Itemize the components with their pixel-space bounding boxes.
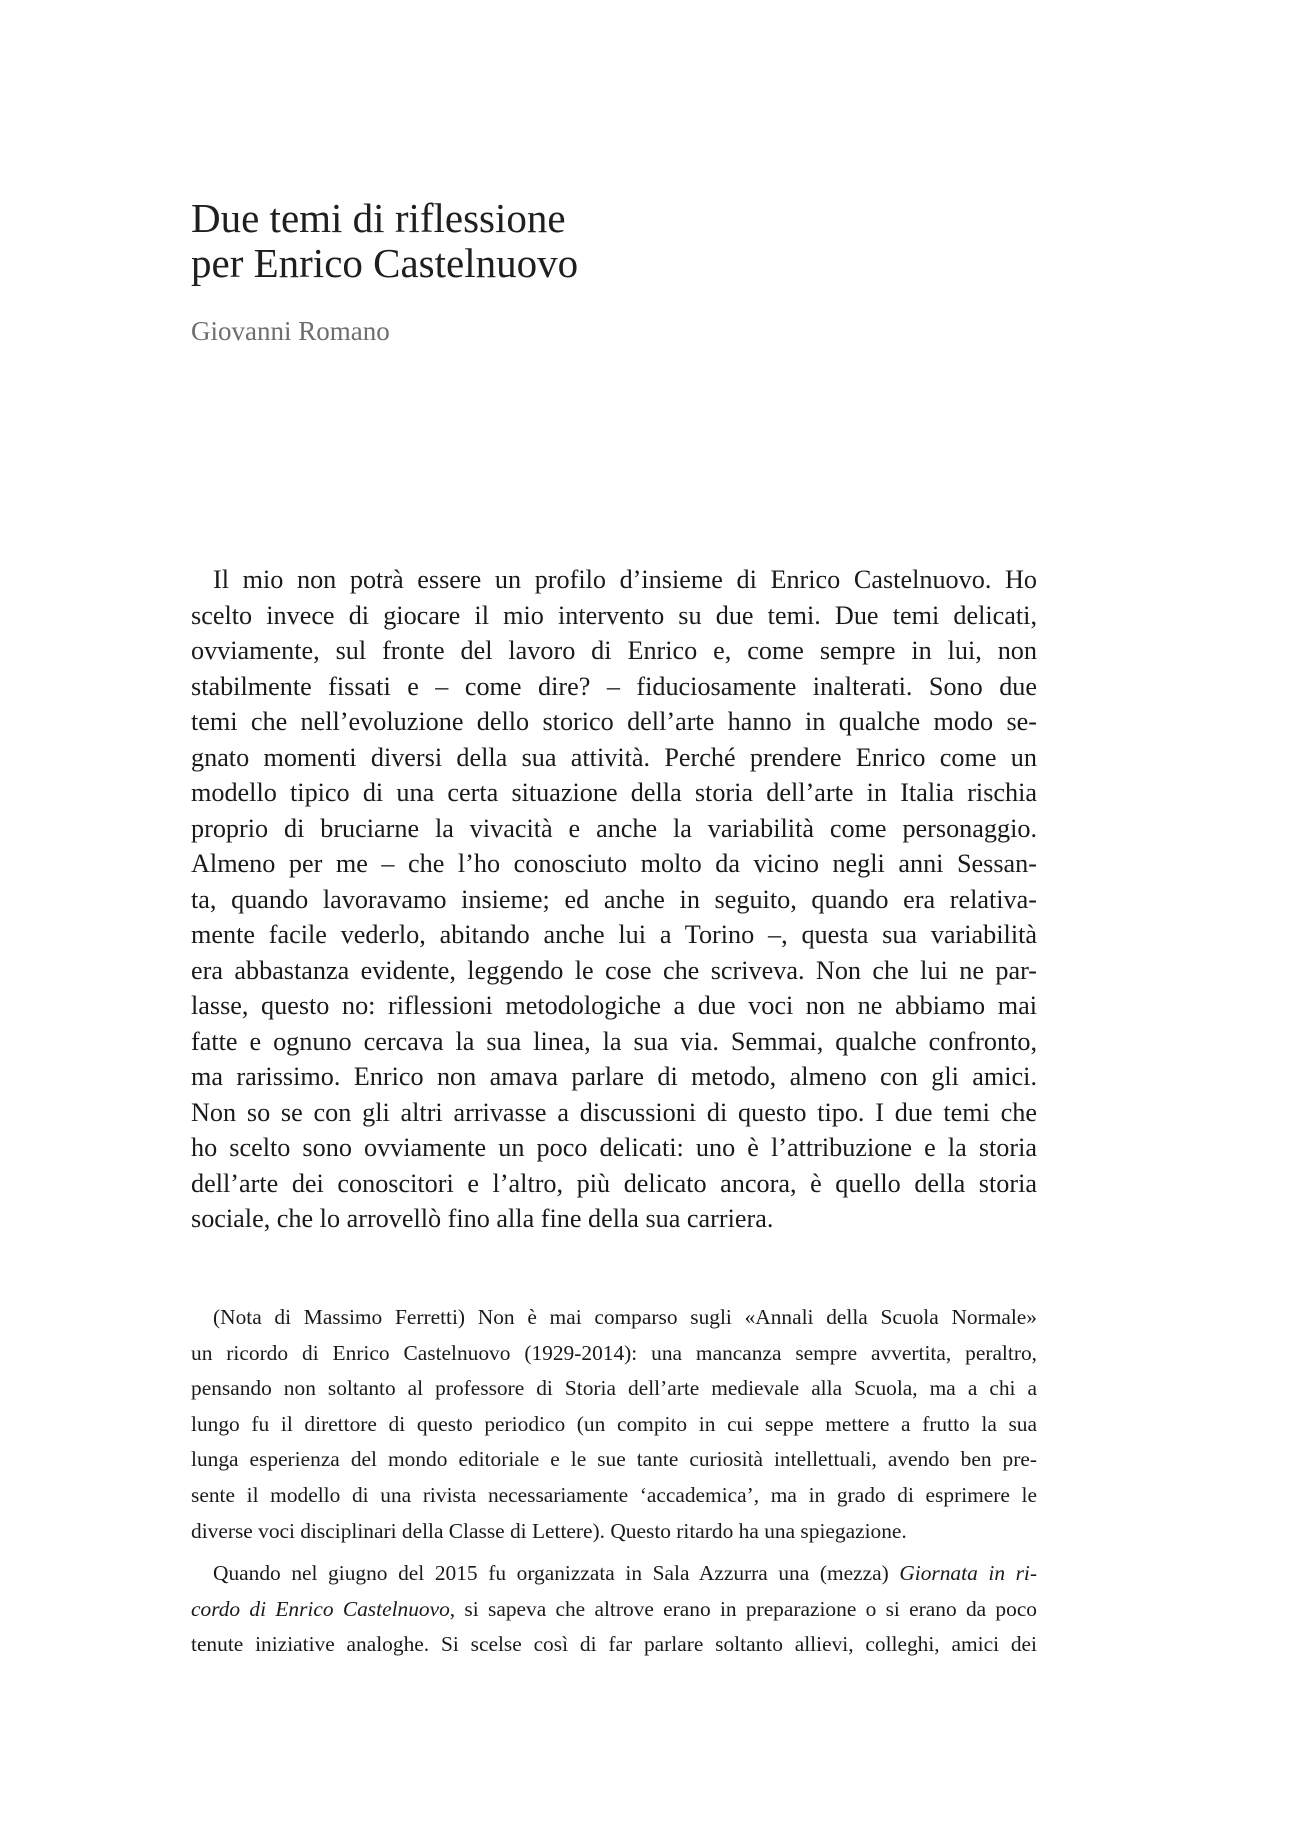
note-line: (Nota di Massimo Ferretti) Non è mai comparso sugli «Annali della Scuola Normale» (213, 1305, 1037, 1329)
note-line: lungo fu il direttore di questo periodico (un compito in cui seppe mettere a frutto la sua (191, 1411, 1037, 1436)
article-title (191, 196, 1051, 286)
article-header (191, 196, 1051, 347)
title-line-2: per Enrico Castelnuovo (191, 240, 579, 286)
note-line: diverse voci disciplinari della Classe di Lettere). Questo ritardo ha una spiegazione. (191, 1518, 907, 1543)
body-line: modello tipico di una certa situazione della storia dell’arte in Italia rischia (191, 778, 1037, 807)
note-italic-run: Giornata in ri- (899, 1561, 1038, 1586)
body-line: Non so se con gli altri arrivasse a discussioni di questo tipo. I due temi che (191, 1097, 1037, 1127)
note-italic-run: cordo di Enrico Castelnuovo (191, 1596, 450, 1621)
body-line: era abbastanza evidente, leggendo le cose che scriveva. Non che lui ne par- (191, 955, 1037, 985)
body-line: lasse, questo no: riflessioni metodologiche a due voci non ne abbiamo mai (191, 991, 1037, 1020)
note-line: pensando non soltanto al professore di Storia dell’arte medievale alla Scuola, ma a chi a (191, 1376, 1037, 1401)
body-line: mente facile vederlo, abitando anche lui a Torino –, questa sua variabilità (191, 920, 1037, 949)
body-line: proprio di bruciarne la vivacità e anche la variabilità come personaggio. (191, 813, 1037, 843)
note-line (191, 1556, 1037, 1592)
body-line: temi che nell’evoluzione dello storico dell’arte hanno in qualche modo se- (191, 707, 1037, 736)
body-line: dell’arte dei conoscitori e l’altro, più delicato ancora, è quello della storia (191, 1168, 1037, 1198)
body-paragraph (191, 562, 1037, 1237)
body-line: gnato momenti diversi della sua attività. Perché prendere Enrico come un (191, 742, 1037, 772)
note-line: un ricordo di Enrico Castelnuovo (1929-2014): una mancanza sempre avvertita, peraltro, (191, 1340, 1037, 1365)
title-line-1: Due temi di riflessione (191, 195, 566, 241)
body-line: sociale, che lo arrovellò fino alla fine della sua carriera. (191, 1204, 774, 1233)
body-line: Almeno per me – che l’ho conosciuto molto da vicino negli anni Sessan- (191, 849, 1037, 878)
body-line: Il mio non potrà essere un profilo d’insieme di Enrico Castelnuovo. Ho (213, 565, 1037, 594)
note-text-run: Quando nel giugno del 2015 fu organizzata in Sala Azzurra una (mezza) (213, 1561, 900, 1586)
body-line: ho scelto sono ovviamente un poco delicati: uno è l’attribuzione e la storia (191, 1133, 1037, 1162)
note-line: tenute iniziative analoghe. Si scelse così di far parlare soltanto allievi, colleghi, amici dei (191, 1632, 1037, 1657)
body-line: scelto invece di giocare il mio intervento su due temi. Due temi delicati, (191, 600, 1037, 630)
note-line (191, 1592, 1037, 1628)
body-line: ovviamente, sul fronte del lavoro di Enrico e, come sempre in lui, non (191, 636, 1037, 665)
body-line: ta, quando lavoravamo insieme; ed anche in seguito, quando era relativa- (191, 884, 1037, 914)
article-author: Giovanni Romano (191, 316, 390, 346)
body-line: fatte e ognuno cercava la sua linea, la sua via. Semmai, qualche confronto, (191, 1026, 1037, 1056)
body-line: ma rarissimo. Enrico non amava parlare di metodo, almeno con gli amici. (191, 1062, 1037, 1091)
note-line: sente il modello di una rivista necessariamente ‘accademica’, ma in grado di esprimere le (191, 1482, 1037, 1507)
body-line: stabilmente fissati e – come dire? – fiduciosamente inalterati. Sono due (191, 671, 1037, 701)
note-line: lunga esperienza del mondo editoriale e le sue tante curiosità intellettuali, avendo ben pre- (191, 1447, 1037, 1472)
note-text-run: , si sapeva che altrove erano in preparazione o si erano da poco (449, 1596, 1038, 1621)
editorial-note (191, 1300, 1037, 1663)
